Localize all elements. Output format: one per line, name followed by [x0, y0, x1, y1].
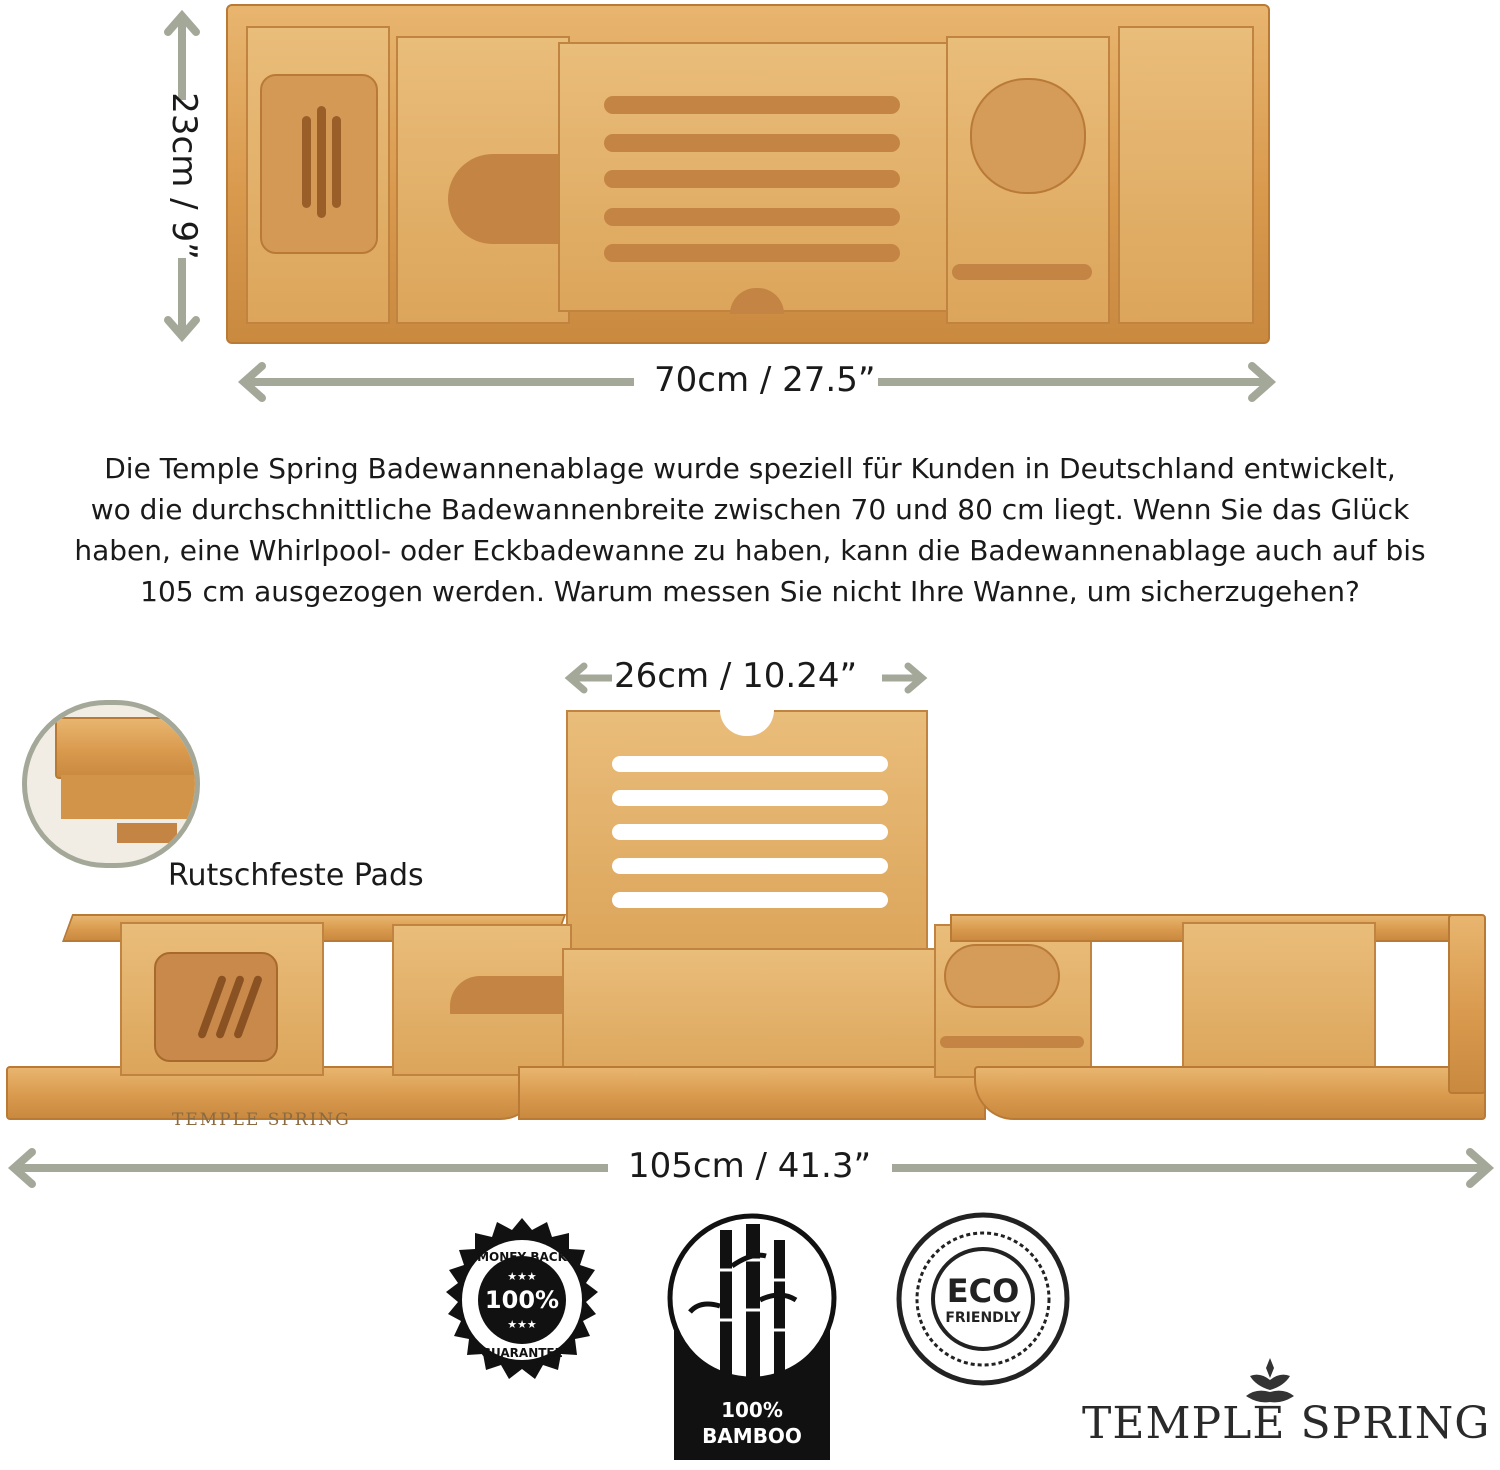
- money-back-top: MONEY BACK: [477, 1250, 567, 1264]
- bamboo-badge: [664, 1210, 840, 1464]
- glass-holder-panel: [946, 36, 1110, 324]
- stand-width-label: 26cm / 10.24”: [614, 656, 858, 696]
- eco-line1: ECO: [946, 1272, 1020, 1310]
- tray-top-view: [226, 4, 1270, 344]
- accessory-compartment: [1118, 26, 1254, 324]
- money-back-center: 100%: [484, 1286, 560, 1314]
- soap-dish: [154, 952, 278, 1062]
- non-slip-pads-callout: [22, 700, 200, 868]
- callout-label: Rutschfeste Pads: [168, 858, 424, 893]
- money-back-badge: [428, 1210, 616, 1390]
- eco-friendly-badge: [894, 1210, 1072, 1388]
- phone-holder-panel: [396, 36, 570, 324]
- description-line: wo die durchschnittliche Badewannenbreite zwischen 70 und 80 cm liegt. Wenn Sie das Glück: [90, 493, 1410, 526]
- eco-line2: FRIENDLY: [945, 1310, 1021, 1326]
- width-label: 70cm / 27.5”: [654, 360, 876, 400]
- tray-extended: [10, 912, 1490, 1132]
- star-icon: ★★★: [507, 1270, 537, 1283]
- money-back-bottom: GUARANTEE: [481, 1346, 563, 1360]
- soap-dish: [260, 74, 378, 254]
- book-stand: [558, 42, 948, 312]
- description-line: Die Temple Spring Badewannenablage wurde speziell für Kunden in Deutschland entwickelt,: [104, 452, 1396, 485]
- bamboo-line2: BAMBOO: [702, 1424, 802, 1448]
- extended-width-label: 105cm / 41.3”: [628, 1146, 872, 1186]
- brand-logo-text: TEMPLE SPRING: [1082, 1398, 1491, 1449]
- description-line: haben, eine Whirlpool- oder Eckbadewanne zu haben, kann die Badewannenablage auch auf bis: [74, 534, 1426, 567]
- star-icon: ★★★: [507, 1318, 537, 1331]
- bamboo-line1: 100%: [721, 1398, 783, 1422]
- height-label: 23cm / 9”: [164, 92, 204, 260]
- product-engraving: TEMPLE SPRING: [172, 1110, 351, 1130]
- description-line: 105 cm ausgezogen werden. Warum messen Sie nicht Ihre Wanne, um sicherzugehen?: [140, 575, 1360, 608]
- description-paragraph: [20, 448, 1480, 612]
